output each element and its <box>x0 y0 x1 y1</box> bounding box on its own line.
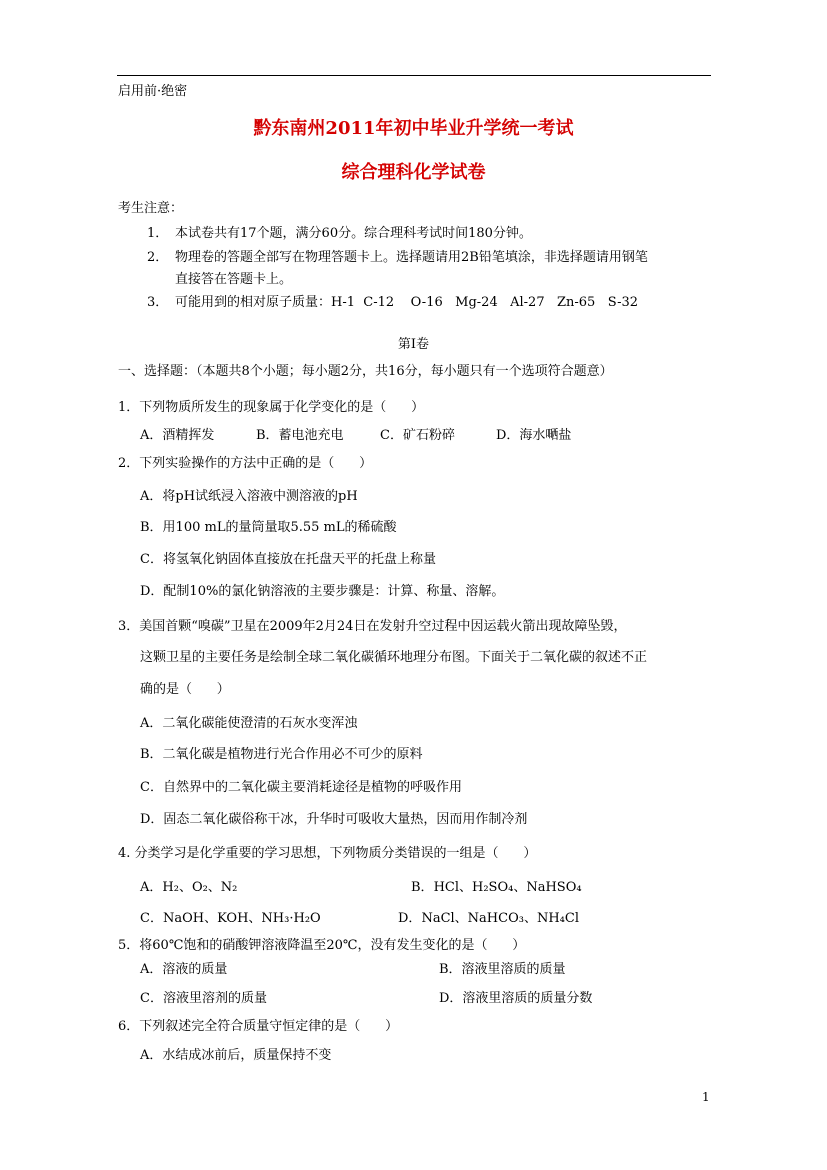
option-b: B．二氧化碳是植物进行光合作用必不可少的原料 <box>140 747 423 762</box>
option-a: A．酒精挥发 <box>140 428 215 443</box>
notice-item-text-continued: 直接答在答题卡上。 <box>175 272 293 287</box>
section-heading: 一、选择题：（本题共8个小题；每小题2分，共16分，每小题只有一个选项符合题意） <box>118 364 613 379</box>
option-a: A．溶液的质量 <box>140 962 228 977</box>
option-b: B．溶液里溶质的质量 <box>439 962 566 977</box>
chemical-formula: H₂、O₂、N₂ <box>162 880 238 895</box>
option-c: C．矿石粉碎 <box>380 428 455 443</box>
exam-title: 黔东南州2011年初中毕业升学统一考试 <box>253 118 574 139</box>
option-d: D．固态二氧化碳俗称干冰，升华时可吸收大量热，因而用作制冷剂 <box>140 812 528 827</box>
question-stem: 6．下列叙述完全符合质量守恒定律的是（ ） <box>118 1019 399 1034</box>
question-stem-continued: 这颗卫星的主要任务是绘制全球二氧化碳循环地理分布图。下面关于二氧化碳的叙述不正 <box>140 650 648 665</box>
question-stem: 5．将60℃饱和的硝酸钾溶液降温至20℃，没有发生变化的是（ ） <box>118 938 526 953</box>
header-rule <box>117 75 711 76</box>
option-b <box>411 876 582 895</box>
option-c <box>140 907 321 926</box>
question-stem: 3．美国首颗“嗅碳”卫星在2009年2月24日在发射升空过程中因运载火箭出现故障坠毁， <box>118 619 627 634</box>
option-a: A．二氧化碳能使澄清的石灰水变浑浊 <box>140 716 358 731</box>
option-label: A． <box>140 880 163 895</box>
option-d: D．配制10%的氯化钠溶液的主要步骤是：计算、称量、溶解。 <box>140 584 505 599</box>
chemical-formula: NaCl、NaHCO₃、NH₄Cl <box>421 911 579 926</box>
chemical-formula: HCl、H₂SO₄、NaHSO₄ <box>433 880 582 895</box>
notice-item-text: 物理卷的答题全部写在物理答题卡上。选择题请用2B铅笔填涂，非选择题请用钢笔 <box>175 250 648 265</box>
option-label: C． <box>140 911 163 926</box>
option-d: D．溶液里溶质的质量分数 <box>439 991 593 1006</box>
notice-item-number: 3． <box>147 295 169 310</box>
option-label: B． <box>411 880 434 895</box>
exam-subtitle: 综合理科化学试卷 <box>341 162 486 183</box>
question-stem: 1．下列物质所发生的现象属于化学变化的是（ ） <box>118 400 425 415</box>
volume-label: 第Ⅰ卷 <box>397 337 430 352</box>
option-b: B．蓄电池充电 <box>256 428 344 443</box>
option-b: B．用100 mL的量筒量取5.55 mL的稀硫酸 <box>140 520 397 535</box>
option-d <box>398 907 579 926</box>
question-stem: 4. 分类学习是化学重要的学习思想，下列物质分类错误的一组是（ ） <box>118 846 537 861</box>
option-label: D． <box>398 911 422 926</box>
option-a <box>140 876 237 895</box>
option-c: C．将氢氧化钠固体直接放在托盘天平的托盘上称量 <box>140 552 436 567</box>
option-c: C．溶液里溶剂的质量 <box>140 991 267 1006</box>
notice-heading: 考生注意： <box>118 201 184 216</box>
notice-item-text: 可能用到的相对原子质量：H-1 C-12 O-16 Mg-24 Al-27 Zn-65 S-32 <box>175 295 639 310</box>
option-a: A．将pH试纸浸入溶液中测溶液的pH <box>140 489 358 504</box>
notice-item-text: 本试卷共有17个题，满分60分。综合理科考试时间180分钟。 <box>175 226 532 241</box>
option-d: D．海水嗮盐 <box>496 428 572 443</box>
notice-item-number: 1． <box>147 226 169 241</box>
notice-item-number: 2． <box>147 250 169 265</box>
option-a: A．水结成冰前后，质量保持不变 <box>140 1048 332 1063</box>
confidential-label: 启用前·绝密 <box>118 84 188 99</box>
question-stem-continued: 确的是（ ） <box>140 682 230 697</box>
question-stem: 2．下列实验操作的方法中正确的是（ ） <box>118 456 373 471</box>
option-c: C．自然界中的二氧化碳主要消耗途径是植物的呼吸作用 <box>140 780 462 795</box>
page-number: 1 <box>702 1090 710 1104</box>
chemical-formula: NaOH、KOH、NH₃·H₂O <box>162 911 321 926</box>
